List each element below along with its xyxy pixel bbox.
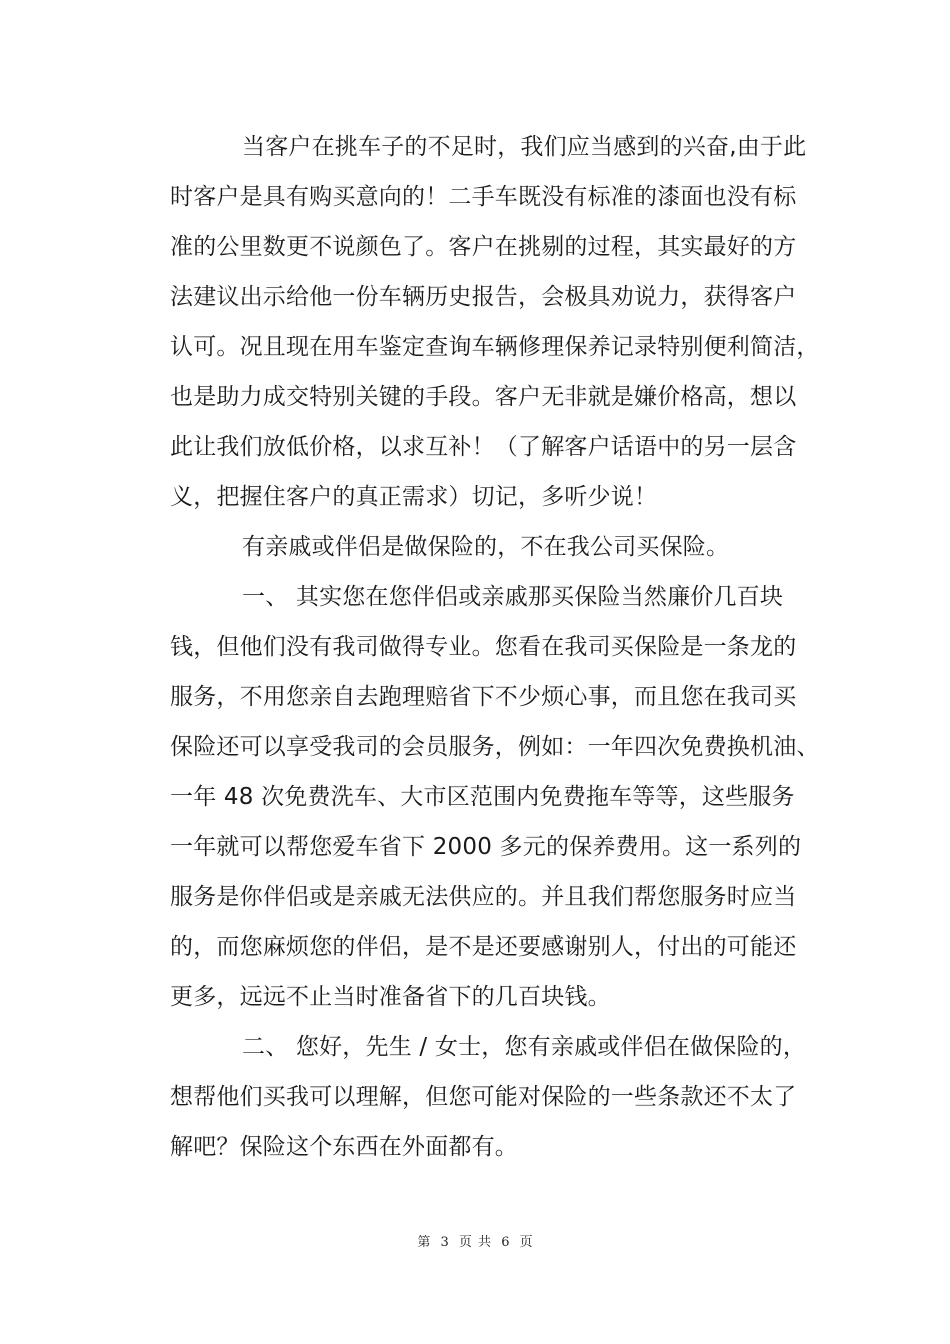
paragraph-3-line-4: 保险还可以享受我司的会员服务，例如：一年四次免费换机油、 [170, 734, 820, 760]
paragraph-4-line-1: 二、 您好，先生 / 女士，您有亲戚或伴侣在做保险的， [242, 1034, 807, 1060]
total-pages-number: 6 [501, 1235, 510, 1250]
paragraph-1-line-5: 认可。况且现在用车鉴定查询车辆修理保养记录特别便利简洁， [170, 334, 820, 360]
paragraph-1-line-8: 义，把握住客户的真正需求）切记，多听少说！ [170, 484, 658, 510]
paragraph-1-line-6: 也是助力成交特别关键的手段。客户无非就是嫌价格高，想以 [170, 384, 797, 410]
paragraph-1-line-2: 时客户是具有购买意向的！二手车既没有标准的漆面也没有标 [170, 184, 797, 210]
page-label-suffix: 页 [519, 1235, 533, 1250]
paragraph-3-line-8: 的，而您麻烦您的伴侣，是不是还要感谢别人，付出的可能还 [170, 934, 797, 960]
paragraph-1-line-1: 当客户在挑车子的不足时，我们应当感到的兴奋,由于此 [242, 134, 807, 160]
paragraph-2-line-1: 有亲戚或伴侣是做保险的，不在我公司买保险。 [242, 534, 730, 560]
paragraph-1-line-4: 法建议出示给他一份车辆历史报告，会极具劝说力，获得客户 [170, 284, 797, 310]
paragraph-3-line-2: 钱，但他们没有我司做得专业。您看在我司买保险是一条龙的 [170, 634, 797, 660]
paragraph-3-line-6: 一年就可以帮您爱车省下 2000 多元的保养费用。这一系列的 [170, 834, 802, 860]
page-label-mid: 页 共 [458, 1235, 492, 1250]
paragraph-4-line-3: 解吧？保险这个东西在外面都有。 [170, 1134, 518, 1160]
paragraph-3-line-3: 服务，不用您亲自去跑理赔省下不少烦心事，而且您在我司买 [170, 684, 797, 710]
paragraph-3-line-9: 更多，远远不止当时准备省下的几百块钱。 [170, 984, 611, 1010]
page-label-prefix: 第 [417, 1235, 431, 1250]
paragraph-3-line-7: 服务是你伴侣或是亲戚无法供应的。并且我们帮您服务时应当 [170, 884, 797, 910]
current-page-number: 3 [440, 1235, 449, 1250]
page-footer [0, 1231, 950, 1250]
paragraph-3-line-1: 一、 其实您在您伴侣或亲戚那买保险当然廉价几百块 [242, 584, 784, 610]
document-body [170, 122, 820, 1172]
paragraph-1-line-3: 准的公里数更不说颜色了。客户在挑剔的过程，其实最好的方 [170, 234, 797, 260]
paragraph-3-line-5: 一年 48 次免费洗车、大市区范围内免费拖车等等，这些服务 [170, 784, 795, 810]
paragraph-1-line-7: 此让我们放低价格，以求互补！（了解客户话语中的另一层含 [170, 434, 797, 460]
paragraph-4-line-2: 想帮他们买我可以理解，但您可能对保险的一些条款还不太了 [170, 1084, 797, 1110]
